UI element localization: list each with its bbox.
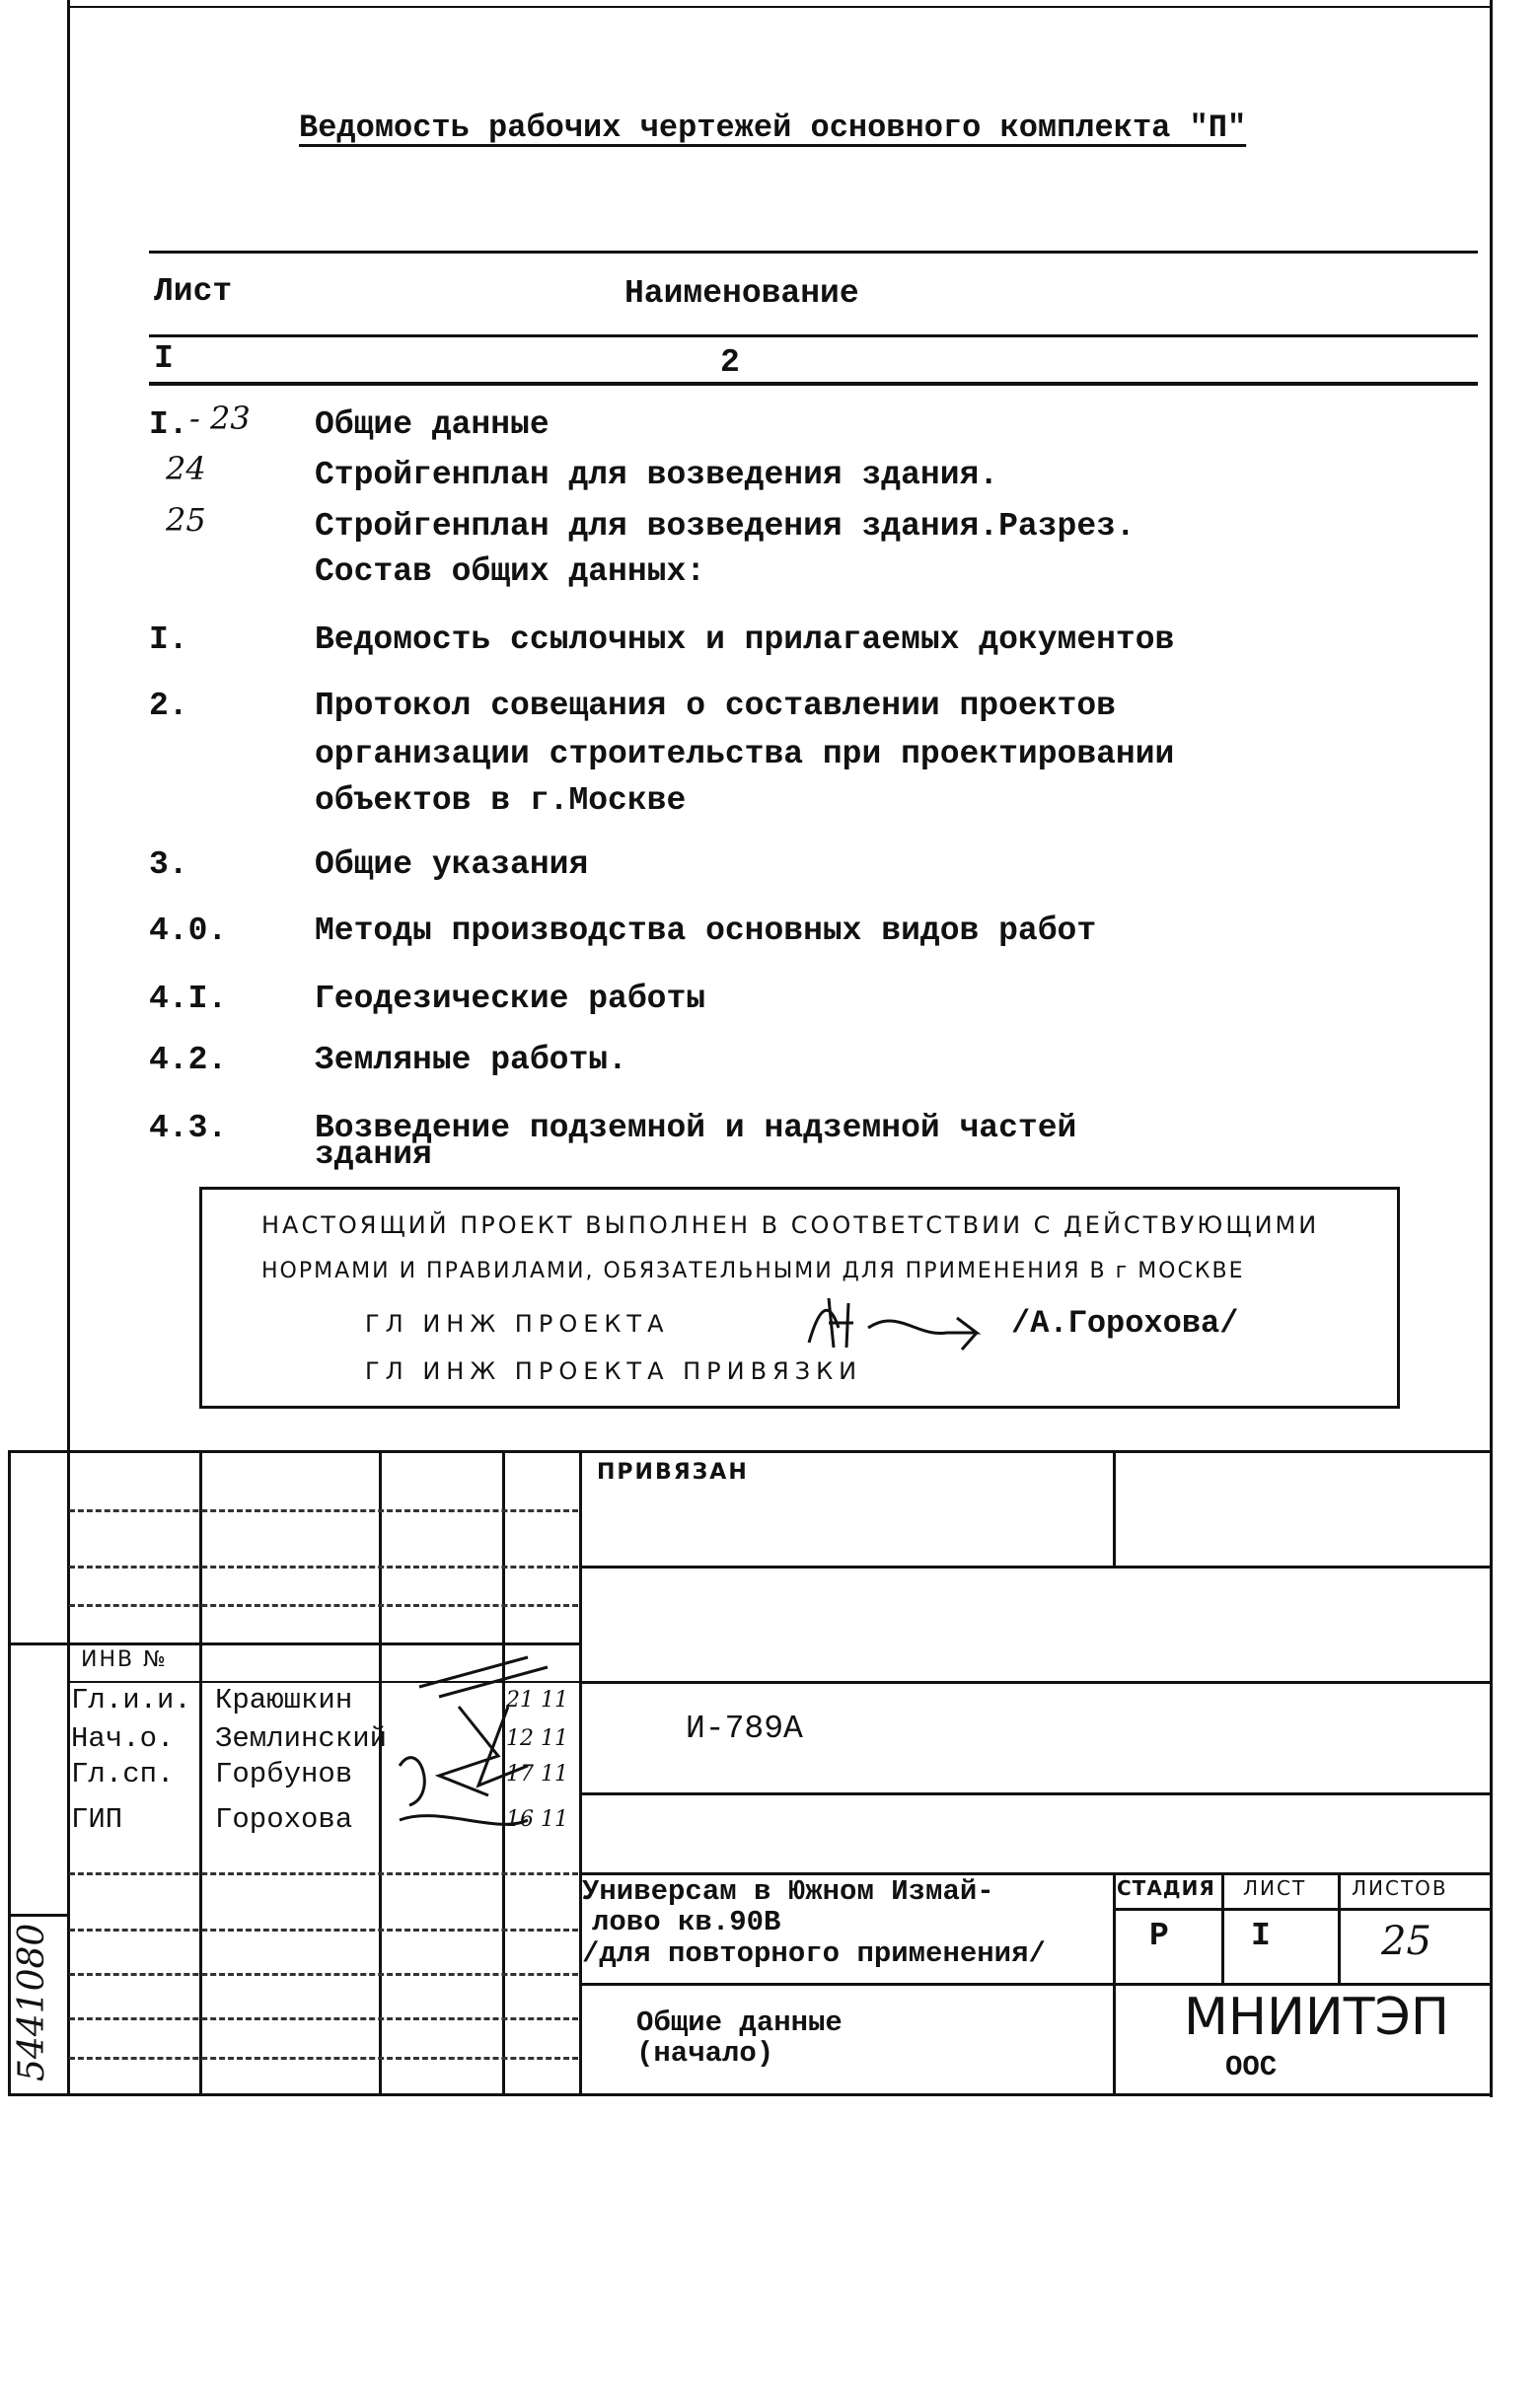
dashed-row	[69, 2017, 578, 2020]
dashed-row	[69, 1509, 578, 1512]
row-line	[579, 1566, 1492, 1569]
frame-top-line	[67, 6, 1493, 8]
row-number-handwritten: - 23	[189, 400, 251, 437]
stamp-line-4: ГЛ ИНЖ ПРОЕКТА ПРИВЯЗКИ	[365, 1357, 863, 1385]
sheet-label: ЛИСТ	[1243, 1876, 1307, 1900]
column-line	[579, 1450, 582, 2096]
stage-label: СТАДИЯ	[1117, 1876, 1215, 1900]
row-number: 4.3.	[149, 1110, 228, 1146]
dashed-row	[69, 1929, 578, 1932]
row-number: 4.I.	[149, 981, 228, 1017]
stamp-line-1: НАСТОЯЩИЙ ПРОЕКТ ВЫПОЛНЕН В СООТВЕТСТВИИ С ДЕЙСТВУЮЩИМИ	[261, 1211, 1320, 1239]
signatures-icon	[380, 1647, 577, 1845]
row-number: I.	[149, 621, 188, 658]
row-text: Методы производства основных видов работ	[315, 912, 1097, 949]
dashed-row	[69, 1872, 578, 1875]
row-text: Геодезические работы	[315, 981, 706, 1017]
column-line	[1338, 1872, 1341, 1983]
inventory-number: 5441080	[12, 1923, 52, 2081]
signatory-role: Гл.сп.	[71, 1758, 175, 1790]
signature-icon	[799, 1288, 1016, 1357]
row-number: 4.2.	[149, 1042, 228, 1078]
row-text: Стройгенплан для возведения здания.Разрез.	[315, 508, 1136, 545]
row-text: Общие указания	[315, 846, 589, 883]
row-text: Ведомость ссылочных и прилагаемых документов	[315, 621, 1175, 658]
signatory-date: 21 11	[506, 1688, 568, 1713]
sheets-value: 25	[1381, 1919, 1431, 1964]
signatory-name: Землинский	[215, 1722, 388, 1755]
document-title: Ведомость рабочих чертежей основного комплекта "П"	[299, 109, 1247, 146]
col-number-2: 2	[720, 344, 740, 381]
sheet-title-line-1: Общие данные	[636, 2007, 843, 2039]
title-block-top	[8, 1450, 1493, 1453]
header-sheet: Лист	[154, 273, 233, 310]
column-line	[67, 1450, 70, 2096]
signatory-name: Горбунов	[215, 1758, 353, 1790]
row-text: здания	[315, 1136, 432, 1173]
header-name: Наименование	[624, 275, 859, 312]
row-number: 2.	[149, 688, 188, 724]
row-line	[8, 1914, 69, 1917]
row-line	[579, 1681, 1492, 1684]
row-number: 4.0.	[149, 912, 228, 949]
object-line-2: лово кв.90В	[592, 1906, 781, 1938]
title-block-bottom	[8, 2093, 1493, 2096]
column-line	[1221, 1872, 1224, 1983]
signatory-date: 16 11	[506, 1807, 568, 1832]
privyazan-label: ПРИВЯЗАН	[597, 1460, 749, 1485]
dashed-row	[69, 1973, 578, 1976]
table-top-rule	[149, 251, 1478, 254]
row-text: организации строительства при проектировании	[315, 736, 1175, 772]
stamp-line-3-label: ГЛ ИНЖ ПРОЕКТА	[365, 1310, 670, 1338]
frame-right-line	[1490, 0, 1493, 2097]
row-text: Возведение подземной и надземной частей	[315, 1110, 1077, 1146]
stage-value: Р	[1149, 1918, 1169, 1954]
row-number-handwritten: 24	[166, 450, 206, 487]
row-number: I.	[149, 406, 188, 443]
row-number: 3.	[149, 846, 188, 883]
frame-left-line	[67, 0, 70, 1450]
row-line	[579, 1792, 1492, 1795]
row-text: Стройгенплан для возведения здания.	[315, 457, 999, 493]
signatory-name: Краюшкин	[215, 1684, 353, 1716]
header-double-rule	[149, 382, 1478, 386]
project-code: И-789А	[686, 1711, 803, 1747]
row-text: Общие данные	[315, 406, 550, 443]
column-line	[199, 1450, 202, 2096]
stamp-line-2: НОРМАМИ И ПРАВИЛАМИ, ОБЯЗАТЕЛЬНЫМИ ДЛЯ ПРИМЕНЕНИЯ В г МОСКВЕ	[261, 1259, 1245, 1283]
organization-name: МНИИТЭП	[1184, 1988, 1449, 2047]
inventory-label: ИНВ №	[81, 1647, 168, 1672]
row-line	[8, 1642, 580, 1645]
dashed-row	[69, 2057, 578, 2060]
sheet-value: I	[1251, 1918, 1271, 1954]
margin-left-line	[8, 1450, 11, 2096]
row-line	[1113, 1908, 1492, 1911]
row-text: Земляные работы.	[315, 1042, 627, 1078]
column-line	[1113, 1450, 1116, 1566]
signatory-name: Горохова	[215, 1803, 353, 1836]
signatory-date: 12 11	[506, 1726, 568, 1751]
object-line-1: Универсам в Южном Измай-	[582, 1875, 994, 1908]
column-line	[1113, 1872, 1116, 2095]
sheets-label: ЛИСТОВ	[1352, 1876, 1448, 1900]
signatory-role: ГИП	[71, 1803, 123, 1836]
stamp-signer-name: /А.Горохова/	[1011, 1305, 1239, 1342]
row-text: объектов в г.Москве	[315, 782, 687, 819]
dashed-row	[69, 1566, 578, 1569]
sheet-title-line-2: (начало)	[636, 2037, 774, 2070]
row-number-handwritten: 25	[166, 501, 206, 539]
row-line	[579, 1983, 1492, 1986]
object-line-3: /для повторного применения/	[582, 1937, 1046, 1970]
department-name: ООС	[1225, 2051, 1278, 2083]
row-text: Состав общих данных:	[315, 553, 706, 590]
signatory-role: Нач.о.	[71, 1722, 175, 1755]
signatory-date: 17 11	[506, 1762, 568, 1787]
signatory-role: Гл.и.и.	[71, 1684, 191, 1716]
col-number-1: I	[154, 340, 174, 377]
compliance-stamp	[199, 1187, 1400, 1409]
row-text: Протокол совещания о составлении проектов	[315, 688, 1116, 724]
header-rule	[149, 334, 1478, 337]
dashed-row	[69, 1604, 578, 1607]
